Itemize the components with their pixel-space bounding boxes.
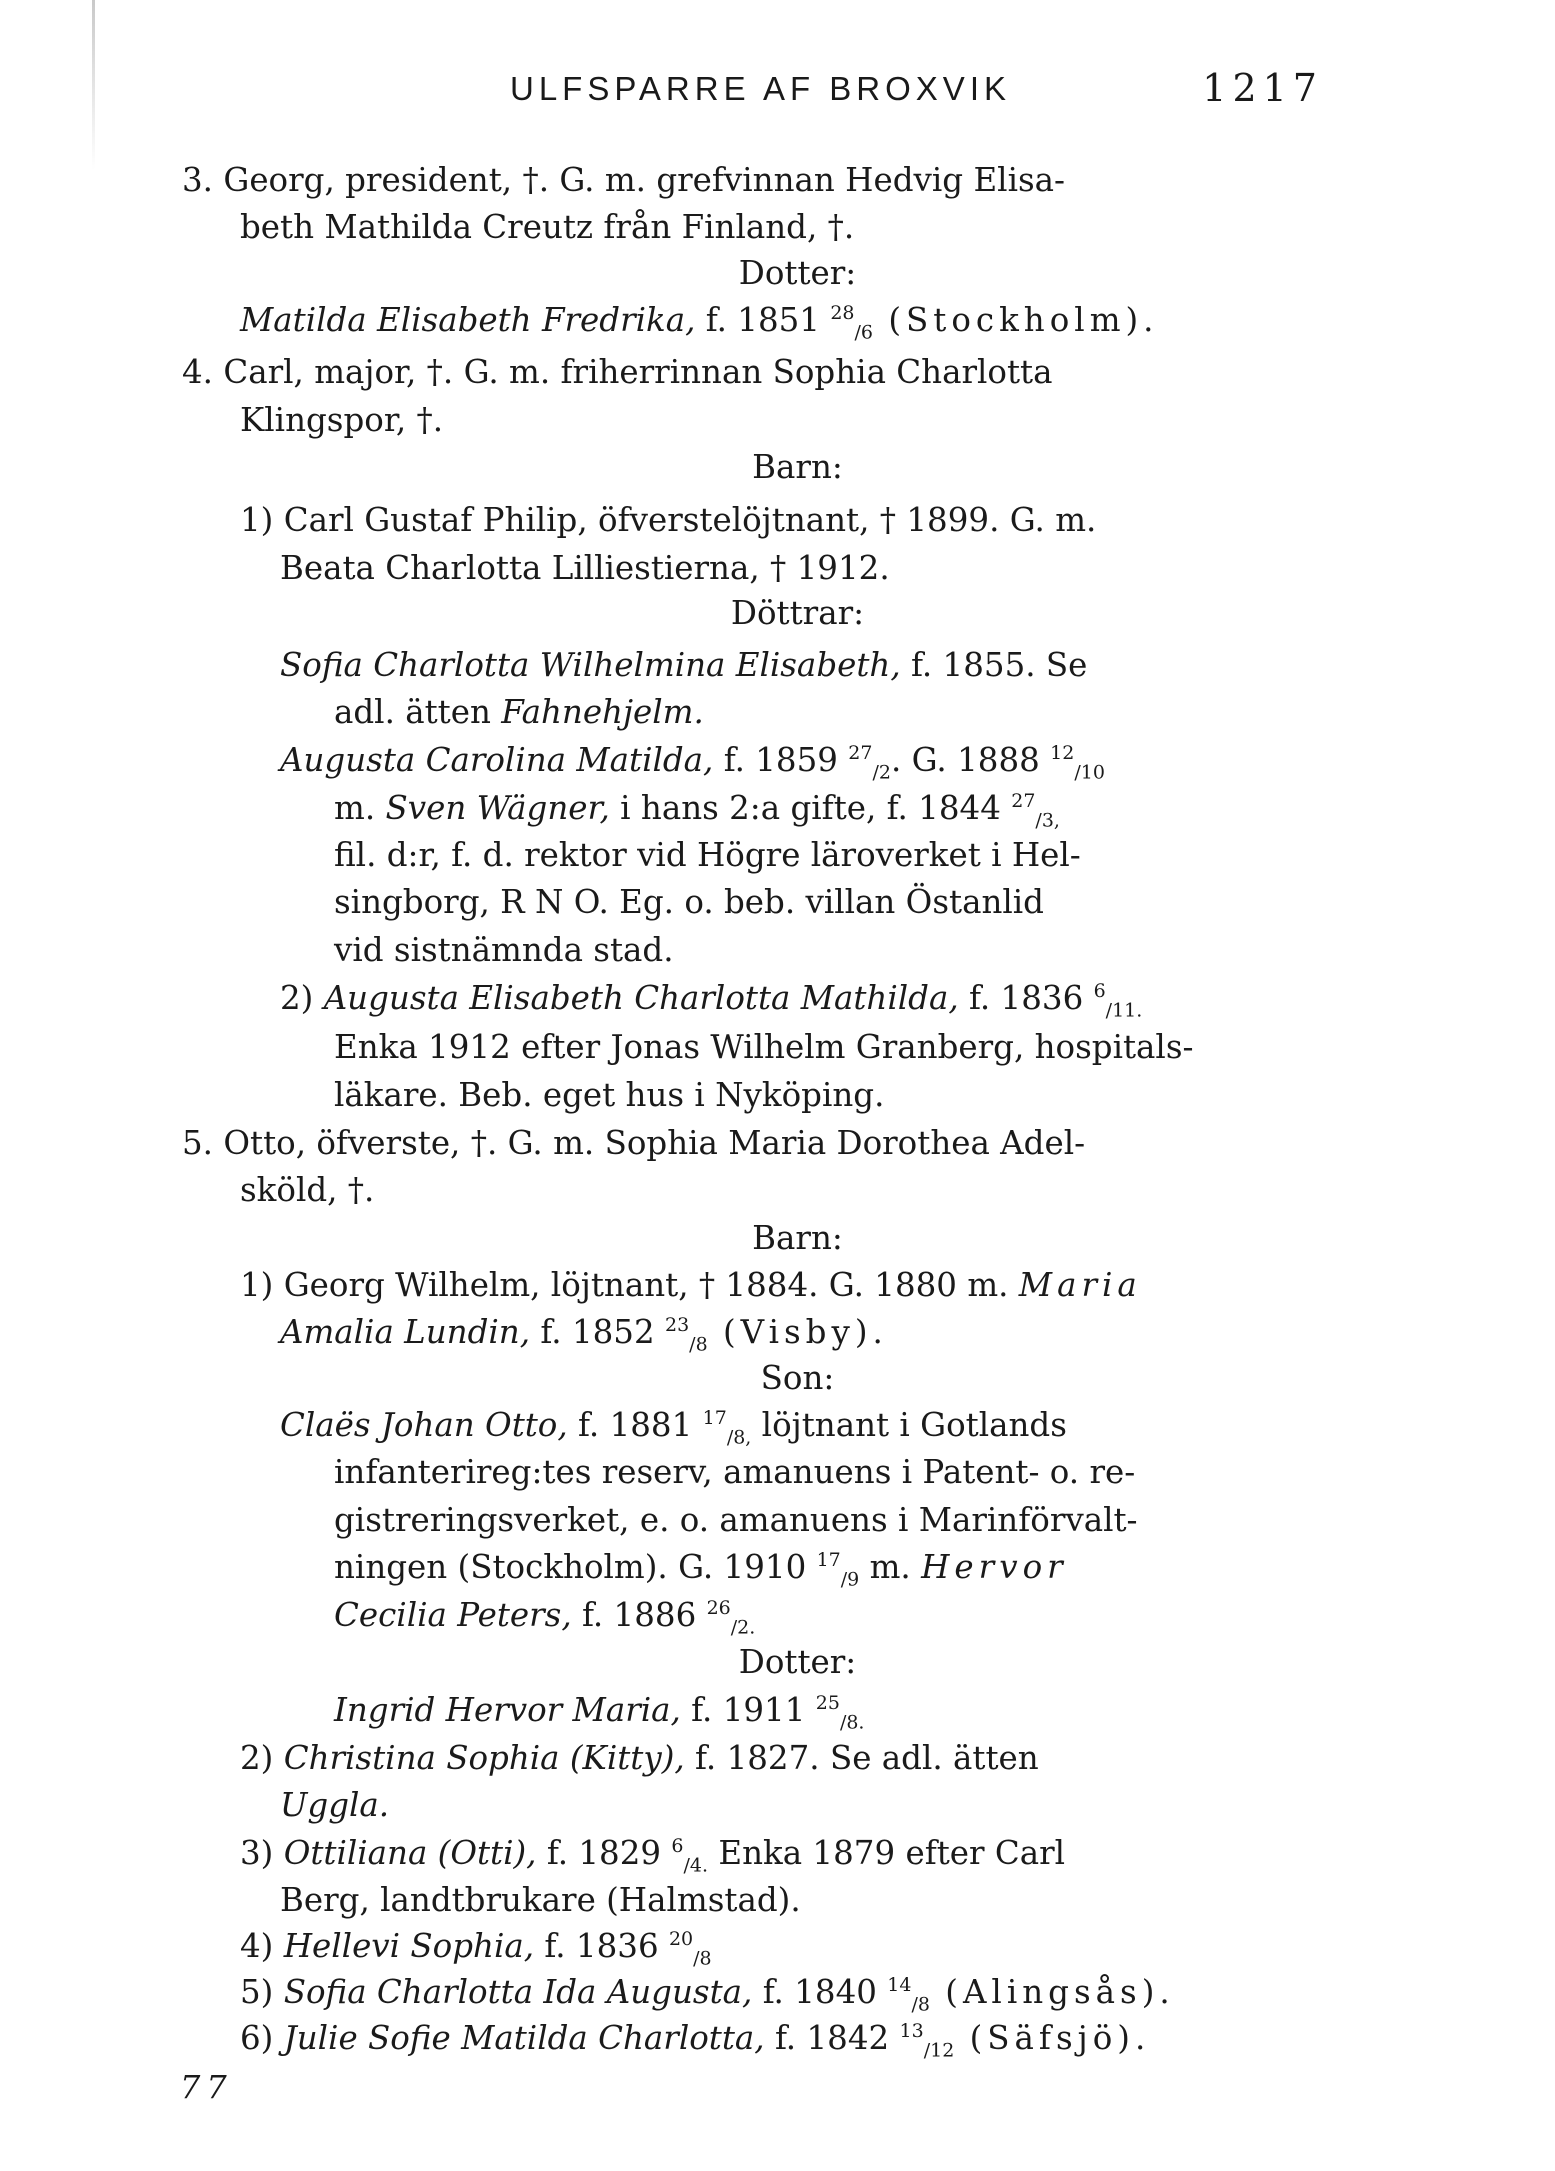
person-name: Augusta Carolina Matilda, — [280, 741, 714, 779]
section-heading — [0, 253, 1555, 293]
date-month: /9 — [840, 1568, 860, 1591]
entry-line — [240, 1833, 1066, 1877]
entry-line — [240, 1738, 1039, 1778]
entry-number: 1) — [240, 501, 274, 539]
person-name: Sofia Charlotta Ida Augusta, — [283, 1973, 753, 2011]
person-name: Christina Sophia (Kitty), — [283, 1739, 685, 1777]
date-day: 6 — [1093, 980, 1106, 1003]
entry-number: 2) — [240, 1739, 274, 1777]
entry-line — [182, 160, 1065, 200]
person-name: Sven Wägner, — [385, 789, 610, 827]
date-month: /8 — [911, 1993, 930, 2016]
page-number: 1217 — [1202, 66, 1323, 110]
date-month: /2. — [730, 1616, 756, 1639]
heading-text: Barn: — [752, 1219, 843, 1257]
entry-number: 4) — [240, 1927, 274, 1965]
entry-text: Carl, major, †. G. m. friherrinnan Sophia Charlotta — [223, 353, 1053, 391]
heading-text: Barn: — [752, 448, 843, 486]
date-day: 13 — [899, 2020, 924, 2043]
entry-number: 3) — [240, 1834, 274, 1872]
entry-line — [240, 1926, 712, 1970]
entry-line — [334, 788, 1060, 832]
entry-line — [280, 1405, 1067, 1449]
person-name: Amalia Lundin, — [280, 1313, 531, 1351]
entry-number: 2) — [280, 979, 314, 1017]
entry-line — [240, 400, 443, 440]
entry-text: löjtnant i Gotlands — [751, 1406, 1067, 1444]
entry-text: Carl Gustaf Philip, öfverstelöjtnant, † 1899. G. m. — [283, 501, 1097, 539]
entry-text: vid sistnämnda stad. — [334, 931, 674, 969]
section-heading — [0, 447, 1555, 487]
entry-text: fil. d:r, f. d. rektor vid Högre läroverket i Hel- — [334, 836, 1081, 874]
entry-text: läkare. Beb. eget hus i Nyköping. — [334, 1076, 885, 1114]
entry-text: gistreringsverket, e. o. amanuens i Marinförvalt- — [334, 1501, 1138, 1539]
entry-text: . G. 1888 — [890, 741, 1051, 779]
entry-line — [240, 1170, 374, 1210]
entry-text: Berg, landtbrukare (Halmstad). — [280, 1881, 801, 1919]
date-month: /3, — [1035, 809, 1060, 832]
entry-text: Klingspor, †. — [240, 401, 444, 439]
heading-text: Dotter: — [738, 1643, 857, 1681]
entry-line — [280, 740, 1105, 784]
entry-line — [240, 1265, 1142, 1305]
date-day: 17 — [702, 1407, 727, 1430]
entry-line — [182, 1123, 1085, 1163]
heading-text: Dotter: — [738, 254, 857, 292]
section-heading — [0, 593, 1555, 633]
date-day: 25 — [815, 1692, 840, 1715]
family-reference: Fahnehjelm. — [501, 693, 704, 731]
person-name: Ingrid Hervor Maria, — [334, 1691, 681, 1729]
section-heading — [0, 1358, 1555, 1398]
entry-text: Otto, öfverste, †. G. m. Sophia Maria Dorothea Adel- — [223, 1124, 1086, 1162]
entry-text: f. 1881 — [567, 1406, 703, 1444]
heading-text: Döttrar: — [730, 594, 865, 632]
entry-line — [280, 978, 1143, 1022]
entry-number: 6) — [240, 2019, 274, 2057]
date-month: /8. — [839, 1711, 865, 1734]
entry-line — [334, 1547, 1068, 1591]
entry-line — [334, 882, 1044, 922]
entry-text: i hans 2:a gifte, f. 1844 — [609, 789, 1012, 827]
entry-line — [182, 352, 1052, 392]
entry-text: f. 1827. Se adl. ätten — [684, 1739, 1039, 1777]
date-month: /8 — [689, 1333, 708, 1356]
entry-text: f. 1911 — [680, 1691, 816, 1729]
entry-line — [334, 1075, 884, 1115]
entry-line — [240, 500, 1096, 540]
date-day: 26 — [706, 1597, 731, 1620]
entry-text: m. — [859, 1548, 922, 1586]
entry-line — [334, 692, 704, 732]
running-title: ULFSPARRE AF BROXVIK — [510, 70, 1011, 107]
entry-line — [334, 930, 674, 970]
date-day: 27 — [848, 742, 873, 765]
date-day: 17 — [816, 1549, 841, 1572]
date-month: /12 — [923, 2039, 955, 2062]
place-name: (Säfsjö). — [954, 2019, 1151, 2057]
entry-number: 3. — [182, 161, 214, 199]
entry-line — [280, 1312, 888, 1356]
entry-text: f. 1859 — [713, 741, 849, 779]
entry-text: m. — [334, 789, 386, 827]
person-name: Matilda Elisabeth Fredrika, — [240, 301, 696, 339]
entry-line — [334, 1500, 1138, 1540]
entry-number: 4. — [182, 353, 214, 391]
entry-line — [280, 1785, 389, 1825]
entry-text: Georg, president, †. G. m. grefvinnan Hedvig Elisa- — [223, 161, 1065, 199]
entry-text: f. 1886 — [571, 1596, 707, 1634]
date-day: 20 — [668, 1928, 694, 1951]
entry-line — [280, 548, 890, 588]
entry-text: Georg Wilhelm, löjtnant, † 1884. G. 1880 m. — [283, 1266, 1019, 1304]
date-month: /2 — [872, 761, 891, 784]
place-name: (Alingsås). — [929, 1973, 1175, 2011]
date-month: /8 — [693, 1947, 712, 1970]
entry-text: Beata Charlotta Lilliestierna, † 1912. — [280, 549, 890, 587]
entry-line — [240, 1972, 1175, 2016]
person-name: Maria — [1018, 1266, 1142, 1304]
entry-text: infanterireg:tes reserv, amanuens i Patent- o. re- — [334, 1453, 1136, 1491]
entry-text: Enka 1879 efter Carl — [708, 1834, 1066, 1872]
entry-number: 5) — [240, 1973, 274, 2011]
entry-text: ningen (Stockholm). G. 1910 — [334, 1548, 817, 1586]
entry-line — [334, 835, 1081, 875]
date-month: /6 — [854, 321, 873, 344]
person-name: Ottiliana (Otti), — [283, 1834, 537, 1872]
entry-text: f. 1855. Se — [900, 646, 1088, 684]
entry-text: f. 1852 — [530, 1313, 665, 1351]
entry-text: Enka 1912 efter Jonas Wilhelm Granberg, hospitals- — [334, 1028, 1194, 1066]
date-day: 28 — [830, 302, 855, 325]
person-name: Hervor — [921, 1548, 1068, 1586]
entry-line — [240, 300, 1159, 344]
date-day: 12 — [1050, 742, 1075, 765]
date-month: /4. — [683, 1854, 709, 1877]
person-name: Sofia Charlotta Wilhelmina Elisabeth, — [280, 646, 901, 684]
entry-number: 1) — [240, 1266, 274, 1304]
entry-line — [334, 1595, 756, 1639]
entry-text: f. 1836 — [534, 1927, 669, 1965]
person-name: Claës Johan Otto, — [280, 1406, 568, 1444]
person-name: Cecilia Peters, — [334, 1596, 572, 1634]
entry-text: f. 1829 — [536, 1834, 672, 1872]
entry-text: sköld, †. — [240, 1171, 375, 1209]
family-reference: Uggla. — [280, 1786, 390, 1824]
entry-line — [280, 1880, 801, 1920]
date-month: /8, — [726, 1426, 752, 1449]
date-day: 23 — [664, 1314, 690, 1337]
entry-text: f. 1836 — [958, 979, 1094, 1017]
person-name: Augusta Elisabeth Charlotta Mathilda, — [323, 979, 959, 1017]
section-heading — [0, 1218, 1555, 1258]
entry-line — [334, 1690, 865, 1734]
binding-shadow — [92, 0, 95, 170]
person-name: Julie Sofie Matilda Charlotta, — [283, 2019, 765, 2057]
entry-text: f. 1851 — [695, 301, 831, 339]
place-name: (Stockholm). — [873, 301, 1159, 339]
date-month: /10 — [1074, 761, 1105, 784]
entry-line — [334, 1027, 1193, 1067]
section-heading — [0, 1642, 1555, 1682]
entry-text: f. 1842 — [764, 2019, 900, 2057]
entry-line — [280, 645, 1087, 685]
date-day: 6 — [671, 1835, 684, 1858]
entry-line — [240, 207, 854, 247]
date-month: /11. — [1105, 999, 1143, 1022]
entry-line — [334, 1452, 1135, 1492]
date-day: 14 — [887, 1974, 912, 1997]
entry-text: beth Mathilda Creutz från Finland, †. — [240, 208, 855, 246]
entry-line — [240, 2018, 1151, 2062]
entry-text: f. 1840 — [752, 1973, 888, 2011]
person-name: Hellevi Sophia, — [283, 1927, 535, 1965]
entry-text: adl. ätten — [334, 693, 502, 731]
place-name: (Visby). — [707, 1313, 888, 1351]
entry-text: singborg, R N O. Eg. o. beb. villan Östanlid — [334, 883, 1044, 921]
heading-text: Son: — [760, 1359, 835, 1397]
printer-signature: 77 — [180, 2068, 233, 2106]
date-day: 27 — [1011, 790, 1036, 813]
entry-number: 5. — [182, 1124, 214, 1162]
